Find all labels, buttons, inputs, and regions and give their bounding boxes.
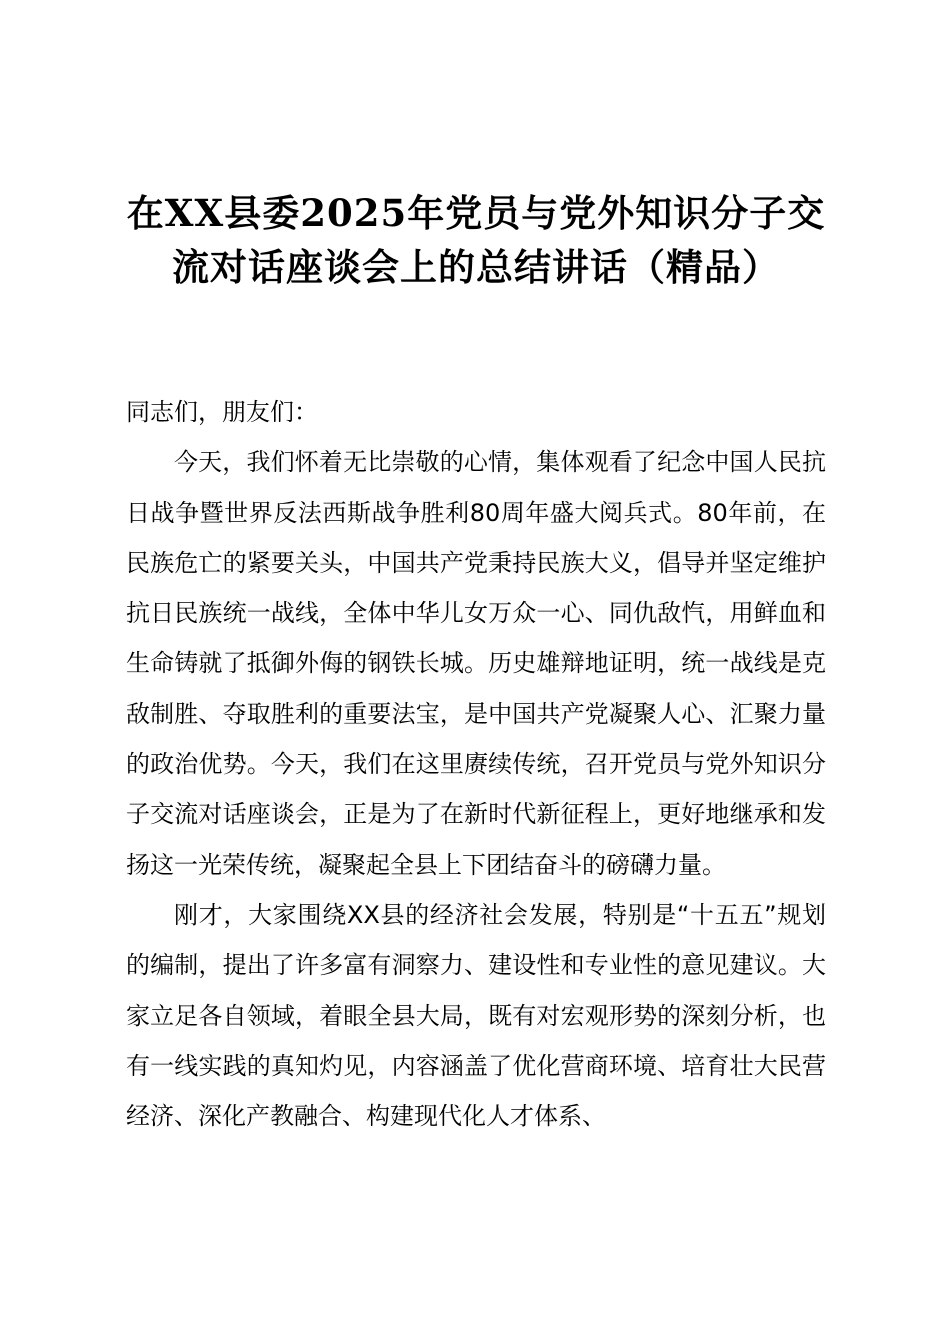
salutation: 同志们，朋友们： bbox=[126, 398, 318, 426]
body-paragraph: 今天，我们怀着无比崇敬的心情，集体观看了纪念中国人民抗日战争暨世界反法西斯战争胜利80周年盛大阅兵式。80年前，在民族危亡的紧要关头，中国共产党秉持民族大义，倡导并坚定维护抗日民族统一战线，全体中华儿女万众一心、同仇敌忾，用鲜血和生命铸就了抵御外侮的钢铁长城。历史雄辩地证明，统一战线是克敌制胜、夺取胜利的重要法宝，是中国共产党凝聚人心、汇聚力量的政治优势。今天，我们在这里赓续传统，召开党员与党外知识分子交流对话座谈会，正是为了在新时代新征程上，更好地继承和发扬这一光荣传统，凝聚起全县上下团结奋斗的磅礴力量。 bbox=[126, 448, 826, 879]
document-body bbox=[126, 387, 826, 1141]
body-paragraph: 刚才，大家围绕XX县的经济社会发展，特别是“十五五”规划的编制，提出了许多富有洞察力、建设性和专业性的意见建议。大家立足各自领域，着眼全县大局，既有对宏观形势的深刻分析，也有一线实践的真知灼见，内容涵盖了优化营商环境、培育壮大民营经济、深化产教融合、构建现代化人才体系、 bbox=[126, 900, 826, 1131]
document-title: 在XX县委2025年党员与党外知识分子交流对话座谈会上的总结讲话（精品） bbox=[126, 191, 826, 289]
